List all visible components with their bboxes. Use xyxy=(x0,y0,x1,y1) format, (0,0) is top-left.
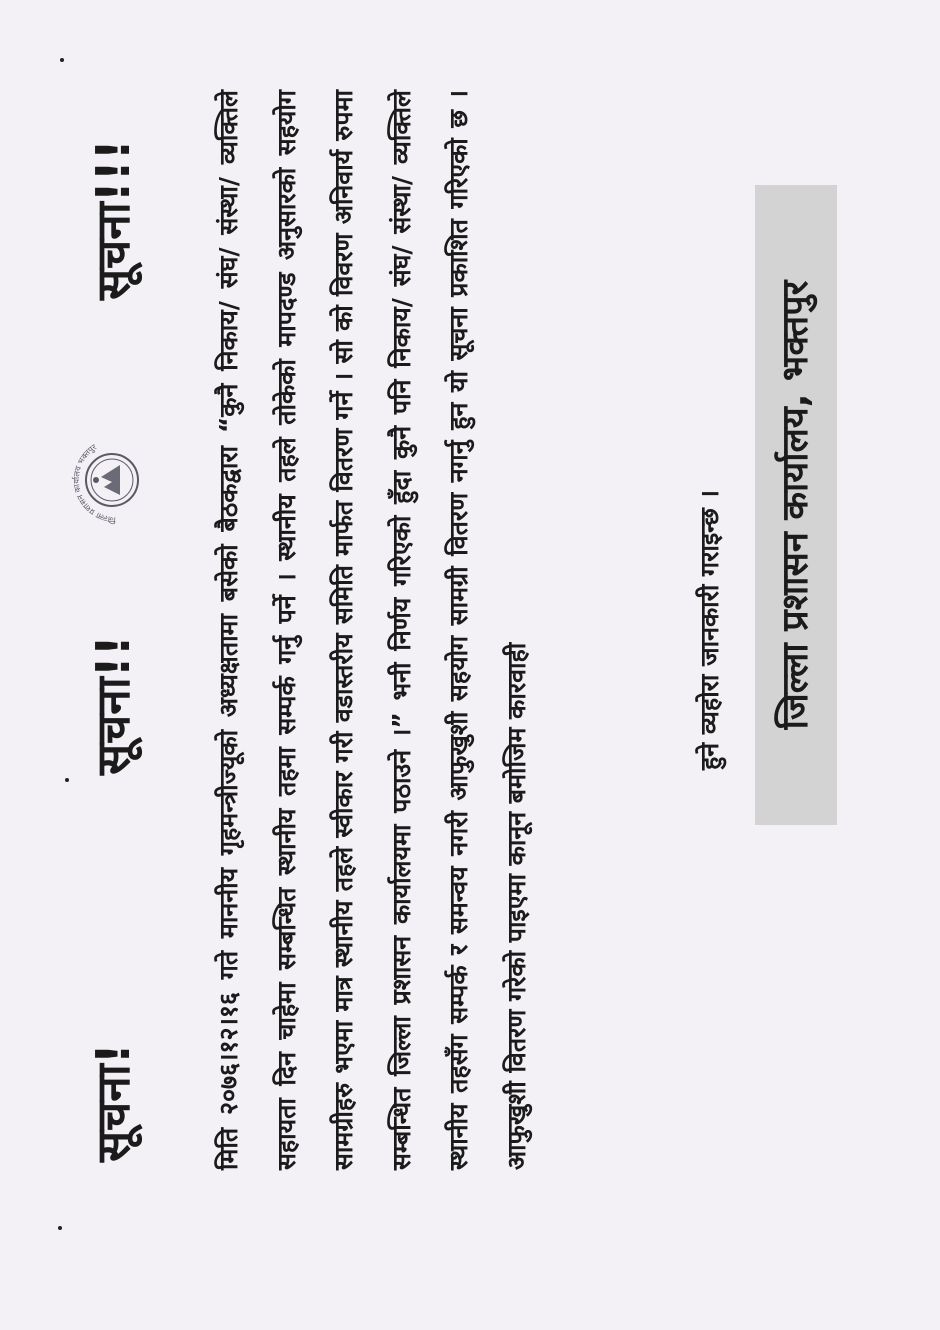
notice-heading-1: सूचना! xyxy=(86,1043,140,1162)
speck xyxy=(60,58,64,62)
speck xyxy=(58,1226,62,1230)
issuing-office: जिल्ला प्रशासन कार्यालय, भक्तपुर xyxy=(775,280,816,730)
notice-heading-3: सूचना!!! xyxy=(86,139,140,300)
seal-text: जिल्ला प्रशासन कार्यालय भक्तपुर xyxy=(71,442,117,525)
headings-row xyxy=(78,0,148,1330)
government-seal-icon xyxy=(60,425,160,535)
notice-closing: हुने व्यहोरा जानकारी गराइन्छ । xyxy=(695,490,724,770)
notice-heading-2: सूचना!! xyxy=(86,635,140,775)
speck xyxy=(65,778,69,782)
notice-body: मिति २०७६।१२।१६ गते माननीय गृहमन्त्रीज्यूको अध्यक्षतामा बसेको बैठकद्वारा “कुनै निकाय/ संघ/ संस्था/ व्यक्तिले सहायता दिन चाहेमा सम्बन्धित स्थानीय तहमा सम्पर्क गर्नु पर्ने । स्थानीय तहले तोकेको मापदण्ड अनुसारको सहयोग सामग्रीहरु भएमा मात्र स्थानीय तहले स्वीकार गरी वडास्तरीय समिति मार्फत वितरण गर्ने । सो को विवरण अनिवार्य रुपमा सम्बन्धित जिल्ला प्रशासन कार्यालयमा पठाउने ।” भनी निर्णय गरिएको हुँदा कुनै पनि निकाय/ संघ/ संस्था/ व्यक्तिले स्थानीय तहसँग सम्पर्क र समन्वय नगरी आफुखुशी सहयोग सामग्री वितरण नगर्नु हुन यो सूचना प्रकाशित गरिएको छ । आफुखुशी वितरण गरेको पाइएमा कानून बमोजिम कारवाही xyxy=(214,90,531,1170)
